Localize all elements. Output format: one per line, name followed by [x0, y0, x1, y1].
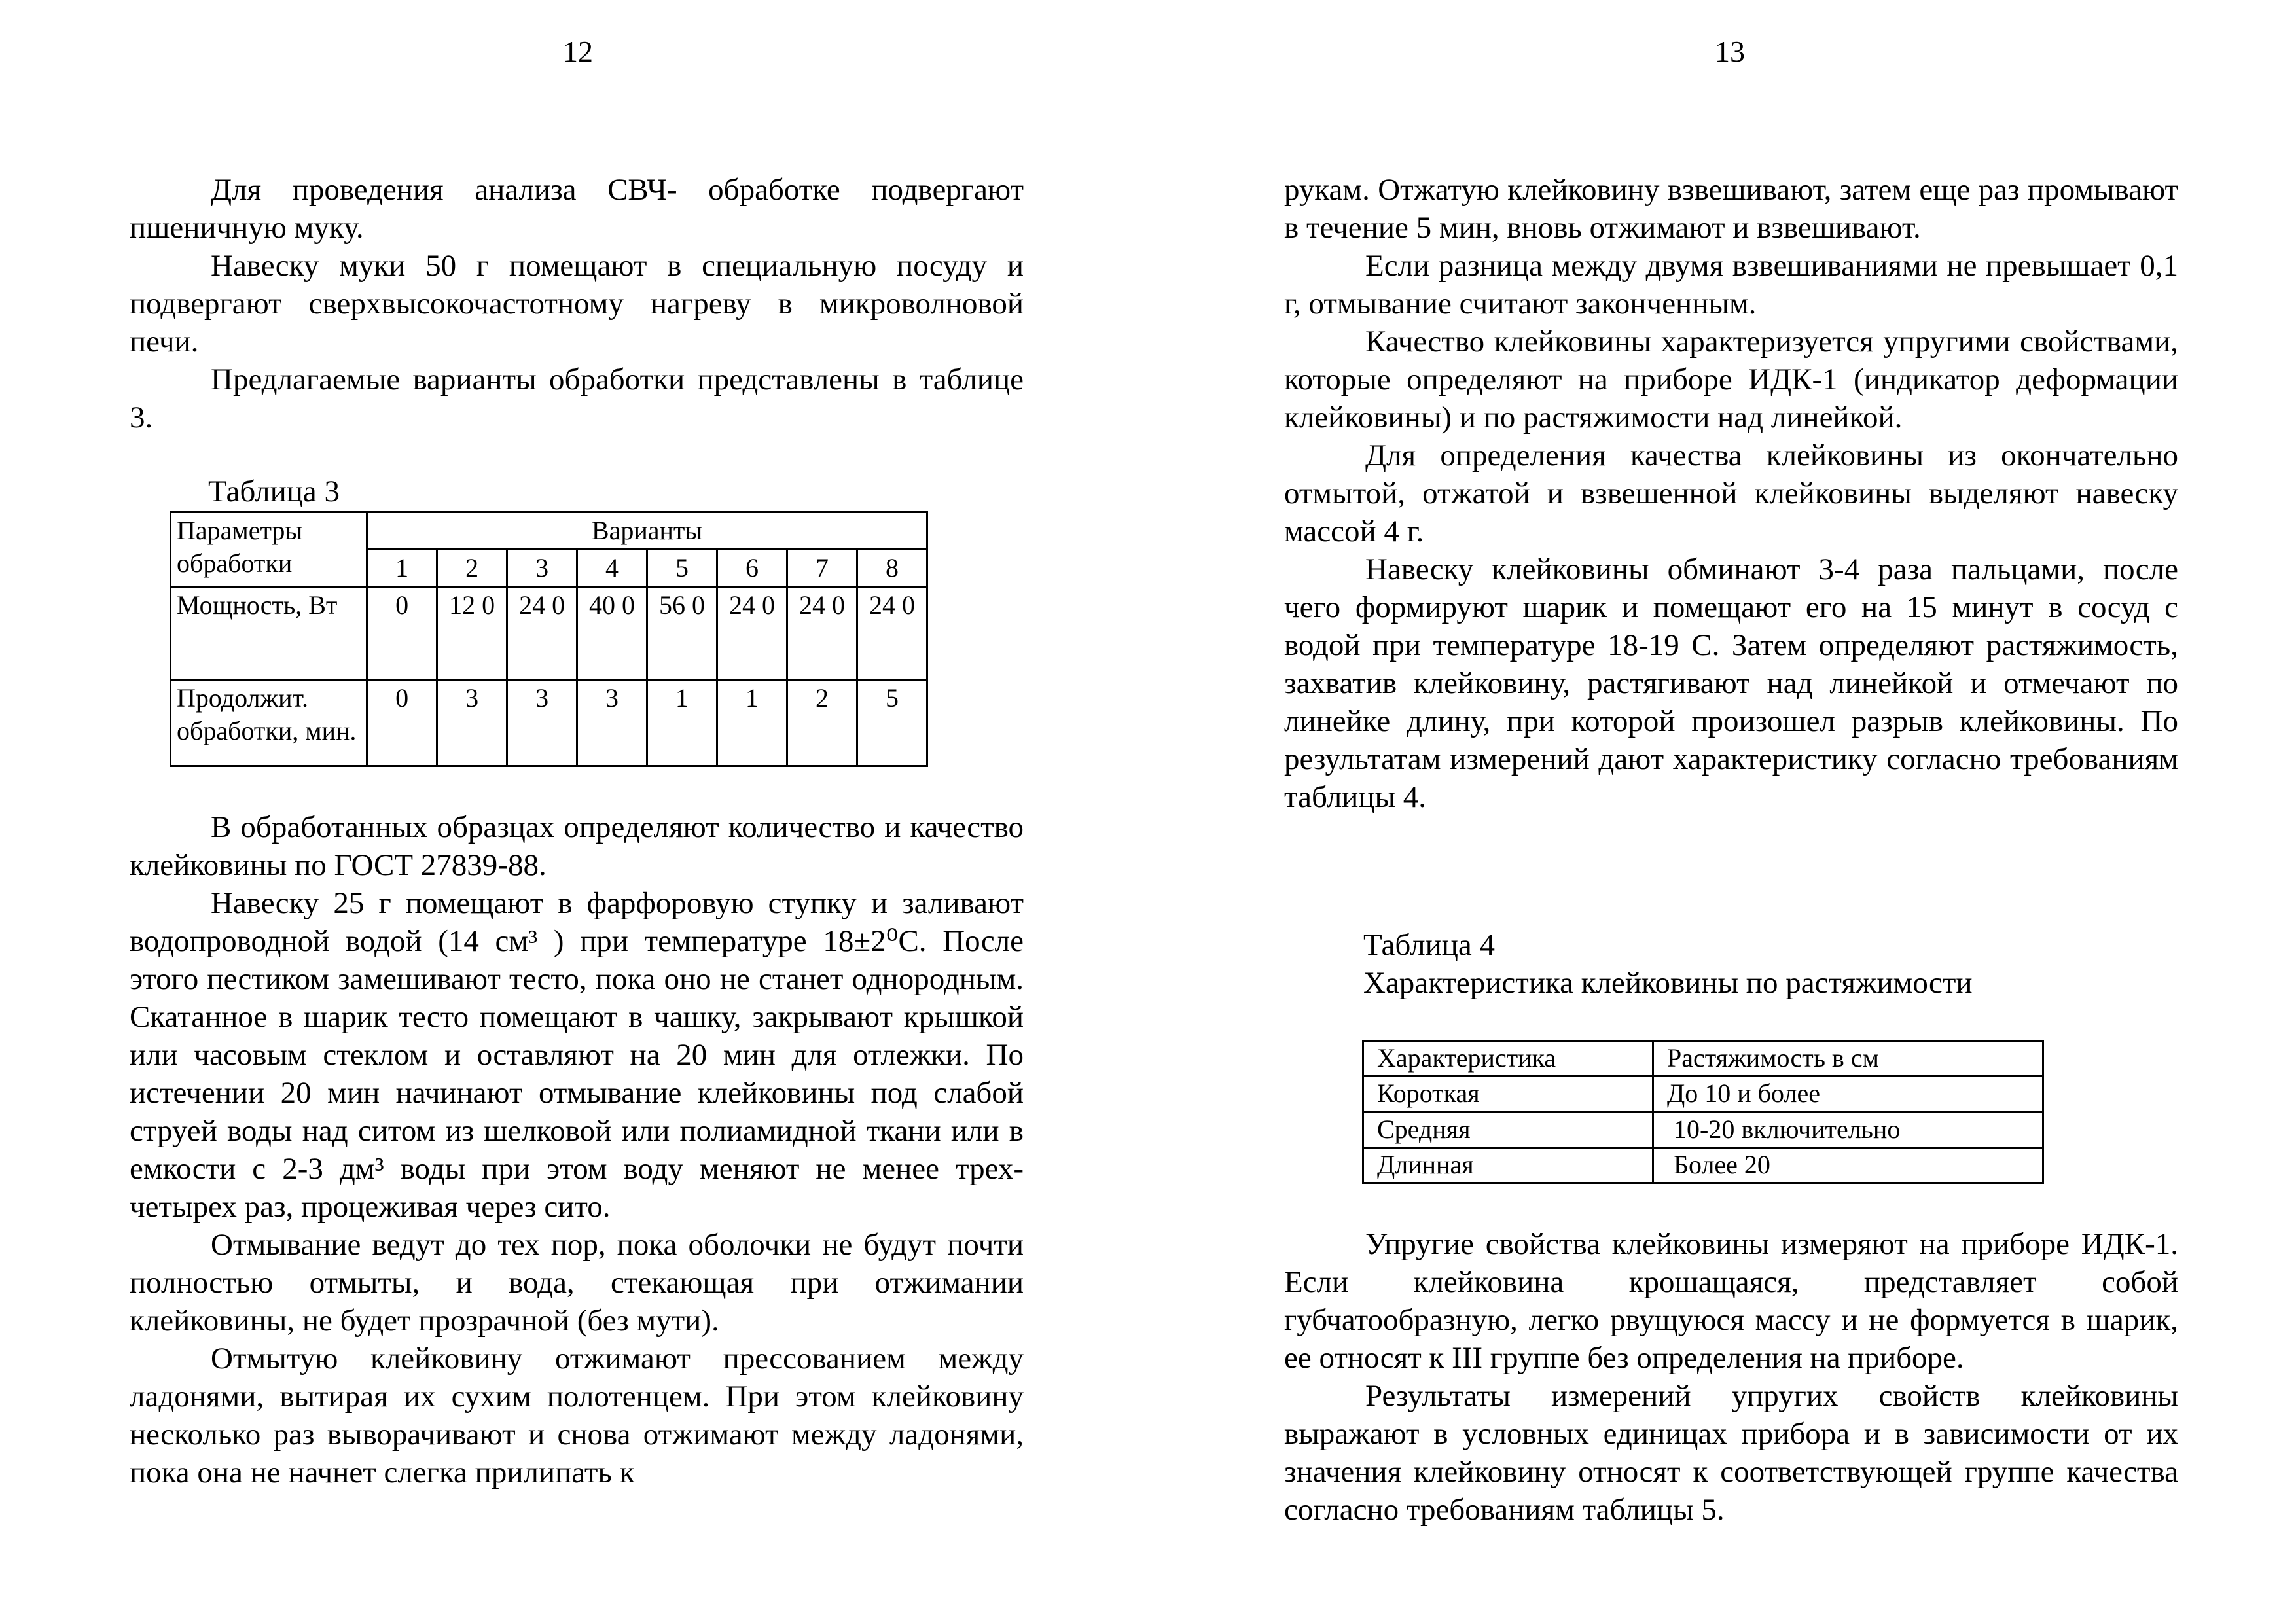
cell: 5	[857, 680, 927, 766]
table-3	[170, 511, 928, 767]
text-block	[130, 171, 1024, 437]
paragraph: рукам. Отжатую клейковину взвешивают, затем еще раз промывают в течение 5 мин, вновь отжимают и взвешивают.	[1284, 173, 2178, 245]
paragraph: Качество клейковины характеризуется упругими свойствами, которые определяют на приборе ИДК-1 (индикатор деформации клейковины) и по растяжимости над линейкой.	[1284, 325, 2178, 435]
cell: Длинная	[1363, 1147, 1653, 1183]
table-header: Параметры обработки	[171, 512, 367, 587]
variant-number: 5	[647, 550, 717, 587]
paragraph: Если разница между двумя взвешиваниями не превышает 0,1 г, отмывание считают законченным.	[1284, 249, 2178, 321]
paragraph: Отмытую клейковину отжимают прессованием между ладонями, вытирая их сухим полотенцем. При этом клейковину несколько раз выворачивают и снова отжимают между ладонями, пока она не начнет слегка прилипать к	[130, 1342, 1024, 1489]
cell: 3	[577, 680, 647, 766]
paragraph: Отмывание ведут до тех пор, пока оболочки не будут почти полностью отмыты, и вода, стекающая при отжимании клейковины, не будет прозрачной (без мути).	[130, 1228, 1024, 1338]
cell: 1	[647, 680, 717, 766]
cell: 40 0	[577, 587, 647, 680]
table-4	[1362, 1040, 2044, 1184]
table-row	[1363, 1147, 2043, 1183]
table-header: Характеристика	[1363, 1041, 1653, 1077]
paragraph: Навеску муки 50 г помещают в специальную посуду и подвергают сверхвысокочастотному нагреву в микроволновой печи.	[130, 249, 1024, 359]
variant-number: 6	[717, 550, 787, 587]
text-block	[1284, 1225, 2178, 1529]
variant-number: 4	[577, 550, 647, 587]
cell: До 10 и более	[1653, 1077, 2043, 1112]
paragraph: Упругие свойства клейковины измеряют на приборе ИДК-1. Если клейковина крошащаяся, представляет собой губчатообразную, легко рвущуюся массу и не формуется в шарик, ее относят к III группе без определения на приборе.	[1284, 1227, 2178, 1375]
variant-number: 7	[787, 550, 857, 587]
cell: 10-20 включительно	[1653, 1112, 2043, 1147]
paragraph: Навеску клейковины обминают 3-4 раза пальцами, после чего формируют шарик и помещают его на 15 минут в сосуд с водой при температуре 18-19 С. Затем определяют растяжимость, захватив клейковину, растягивают над линейкой и отмечают по линейке длину, при которой произошел разрыв клейковины. По результатам измерений дают характеристику согласно требованиям таблицы 4.	[1284, 552, 2178, 814]
paragraph: Для проведения анализа СВЧ- обработке подвергают пшеничную муку.	[130, 173, 1024, 245]
cell: 24 0	[857, 587, 927, 680]
paragraph: В обработанных образцах определяют количество и качество клейковины по ГОСТ 27839-88.	[130, 810, 1024, 882]
cell: 56 0	[647, 587, 717, 680]
cell: 12 0	[437, 587, 507, 680]
cell: 3	[437, 680, 507, 766]
table-row	[1363, 1077, 2043, 1112]
cell: 24 0	[787, 587, 857, 680]
paragraph: Для определения качества клейковины из окончательно отмытой, отжатой и взвешенной клейковины выделяют навеску массой 4 г.	[1284, 438, 2178, 548]
table-row	[171, 680, 927, 766]
paragraph: Навеску 25 г помещают в фарфоровую ступку и заливают водопроводной водой (14 см³ ) при температуре 18±2⁰С. После этого пестиком замешивают тесто, пока оно не станет однородным. Скатанное в шарик тесто помещают в чашку, закрывают крышкой или часовым стеклом и оставляют на 20 мин для отлежки. По истечении 20 мин начинают отмывание клейковины под слабой струей воды над ситом из шелковой или полиамидной ткани или в емкости с 2-3 дм³ воды при этом воду меняют не менее трех-четырех раз, процеживая через сито.	[130, 886, 1024, 1224]
cell: Короткая	[1363, 1077, 1653, 1112]
text-block	[1284, 171, 2178, 816]
variant-number: 3	[507, 550, 577, 587]
table-caption: Таблица 3	[208, 474, 340, 508]
cell: 0	[367, 587, 437, 680]
page-number: 12	[563, 35, 593, 68]
cell: 24 0	[507, 587, 577, 680]
row-label: Продолжит. обработки, мин.	[171, 680, 367, 766]
text-block	[130, 808, 1024, 1491]
variant-number: 1	[367, 550, 437, 587]
table-header: Растяжимость в см	[1653, 1041, 2043, 1077]
cell: 1	[717, 680, 787, 766]
page-number: 13	[1715, 35, 1745, 68]
table-caption: Таблица 4	[1363, 928, 1496, 962]
table-row	[171, 587, 927, 680]
paragraph: Результаты измерений упругих свойств клейковины выражают в условных единицах прибора и в зависимости от их значения клейковину относят к соответствующей группе качества согласно требованиям таблицы 5.	[1284, 1379, 2178, 1527]
cell: Более 20	[1653, 1147, 2043, 1183]
table-row	[1363, 1112, 2043, 1147]
cell: Средняя	[1363, 1112, 1653, 1147]
variant-number: 2	[437, 550, 507, 587]
cell: 2	[787, 680, 857, 766]
table-title: Характеристика клейковины по растяжимости	[1363, 966, 1973, 1000]
table-header: Варианты	[367, 512, 927, 550]
paragraph: Предлагаемые варианты обработки представлены в таблице 3.	[130, 363, 1024, 435]
row-label: Мощность, Вт	[171, 587, 367, 680]
cell: 0	[367, 680, 437, 766]
cell: 24 0	[717, 587, 787, 680]
cell: 3	[507, 680, 577, 766]
variant-number: 8	[857, 550, 927, 587]
